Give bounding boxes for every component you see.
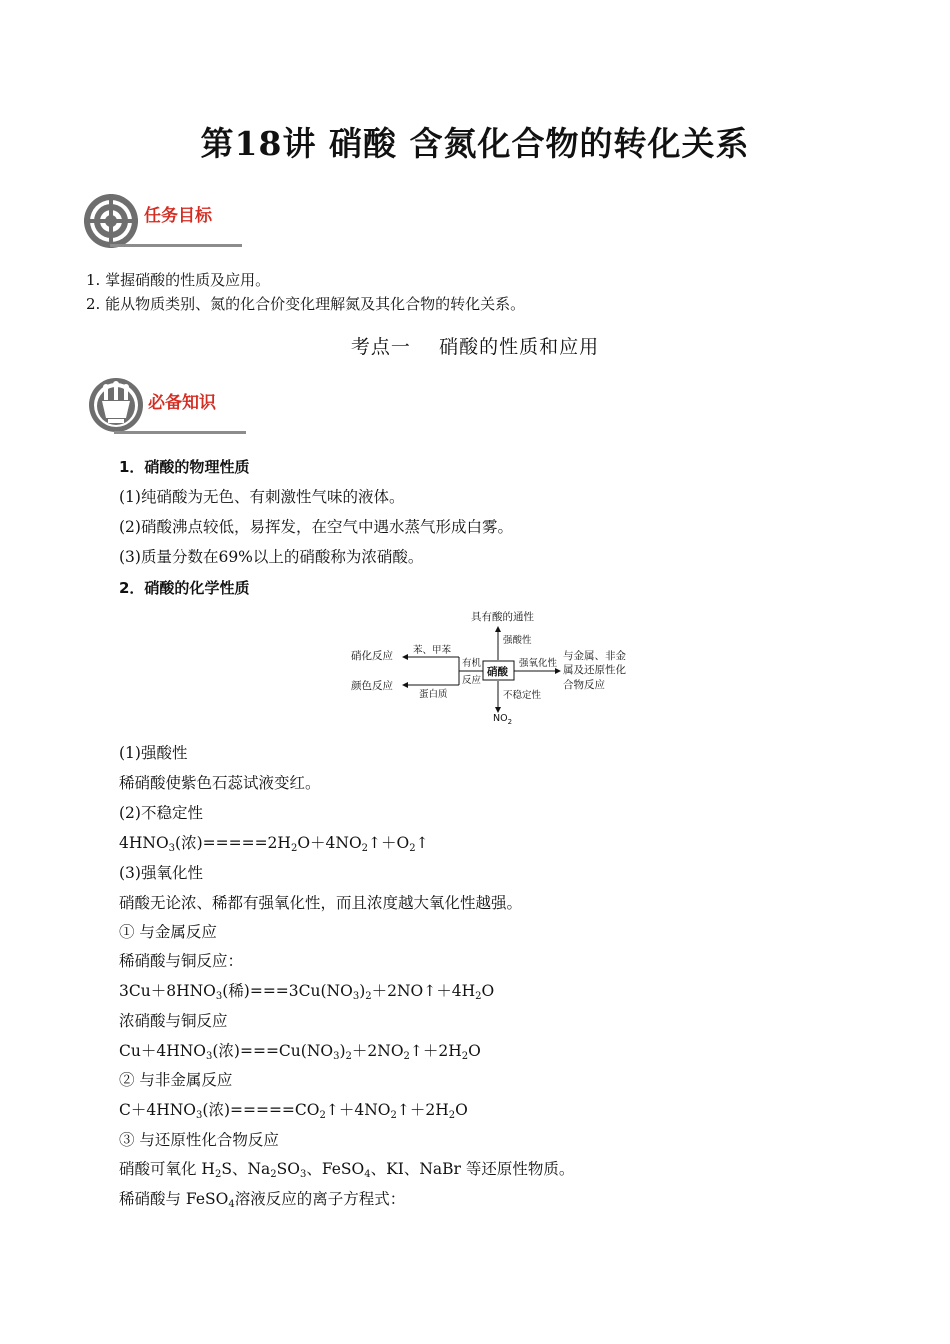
diagram-left-top: 硝化反应 [351, 650, 393, 662]
unstable-heading: (2)不稳定性 [119, 804, 203, 822]
physical-item: (3)质量分数在69%以上的硝酸称为浓硝酸。 [119, 548, 424, 566]
task-goal-underline [110, 244, 242, 247]
diagram-organic: 有机 [462, 658, 482, 669]
ionic-equation-text: 稀硝酸与 FeSO$_4$溶液反应的离子方程式： [119, 1190, 406, 1210]
section-heading: 考点一 硝酸的性质和应用 [350, 336, 600, 358]
goal-item: 1. 掌握硝酸的性质及应用。 [86, 271, 271, 289]
strong-acid-text: 稀硝酸使紫色石蕊试液变红。 [119, 774, 321, 792]
reducing-reaction-heading: ③ 与还原性化合物反应 [119, 1131, 279, 1149]
oxidizing-heading: (3)强氧化性 [119, 864, 203, 882]
task-goal-label: 任务目标 [144, 206, 212, 226]
strong-acid-heading: (1)强酸性 [119, 744, 188, 762]
diagram-right: 合物反应 [563, 679, 605, 691]
goal-item: 2. 能从物质类别、氮的化合价变化理解氮及其化合物的转化关系。 [86, 295, 526, 313]
diagram-protein: 蛋白质 [419, 689, 448, 700]
dilute-copper-text: 稀硝酸与铜反应： [119, 952, 244, 970]
physical-item: (1)纯硝酸为无色、有刺激性气味的液体。 [119, 488, 405, 506]
knowledge-badge [84, 372, 254, 438]
nonmetal-reaction-heading: ② 与非金属反应 [119, 1071, 233, 1089]
task-goal-badge [80, 188, 250, 252]
dilute-copper-equation: $3Cu+8HNO_3$(稀)$===3Cu(NO_3)_2+2NO↑+4H_2O$ [119, 982, 495, 1002]
physical-heading: 1．硝酸的物理性质 [119, 458, 250, 476]
carbon-equation: $C+4HNO_3$(浓)$=====CO_2↑+4NO_2↑+2H_2O$ [119, 1101, 468, 1121]
diagram-up-label: 强酸性 [503, 635, 532, 646]
reducing-text: 硝酸可氧化 $H_2S$、$Na_2SO_3$、FeSO$_4$、KI、NaBr 等还原性物质。 [119, 1160, 575, 1180]
diagram-top: 具有酸的通性 [471, 611, 534, 623]
diagram-left-bottom: 颜色反应 [351, 680, 393, 692]
diagram-right: 属及还原性化 [563, 664, 626, 676]
oxidizing-text: 硝酸无论浓、稀都有强氧化性，而且浓度越大氧化性越强。 [119, 894, 523, 912]
chemical-heading: 2．硝酸的化学性质 [119, 579, 250, 597]
target-icon [82, 192, 144, 250]
nitric-acid-properties-diagram [345, 605, 645, 730]
knowledge-underline [114, 431, 246, 434]
diagram-bottom: $NO_2$ [493, 713, 513, 726]
diagram-benzene: 苯、甲苯 [413, 645, 452, 656]
lamp-icon [86, 376, 148, 434]
decomposition-equation: $4HNO_3$(浓)$=====2H_2O+4NO_2↑+O_2↑$ [119, 834, 429, 854]
metal-reaction-heading: ① 与金属反应 [119, 923, 217, 941]
physical-item: (2)硝酸沸点较低，易挥发，在空气中遇水蒸气形成白雾。 [119, 518, 513, 536]
knowledge-label: 必备知识 [148, 393, 216, 413]
conc-copper-text: 浓硝酸与铜反应 [119, 1012, 228, 1030]
diagram-oxid-label: 强氧化性 [519, 658, 558, 669]
conc-copper-equation: $Cu+4HNO_3$(浓)$===Cu(NO_3)_2+2NO_2↑+2H_2O$ [119, 1042, 481, 1062]
page-title: 第18讲 硝酸 含氮化合物的转化关系 [200, 124, 750, 163]
diagram-right: 与金属、非金 [563, 650, 626, 662]
diagram-center: 硝酸 [487, 666, 508, 678]
diagram-down-label: 不稳定性 [503, 690, 542, 701]
diagram-organic: 反应 [462, 675, 482, 686]
